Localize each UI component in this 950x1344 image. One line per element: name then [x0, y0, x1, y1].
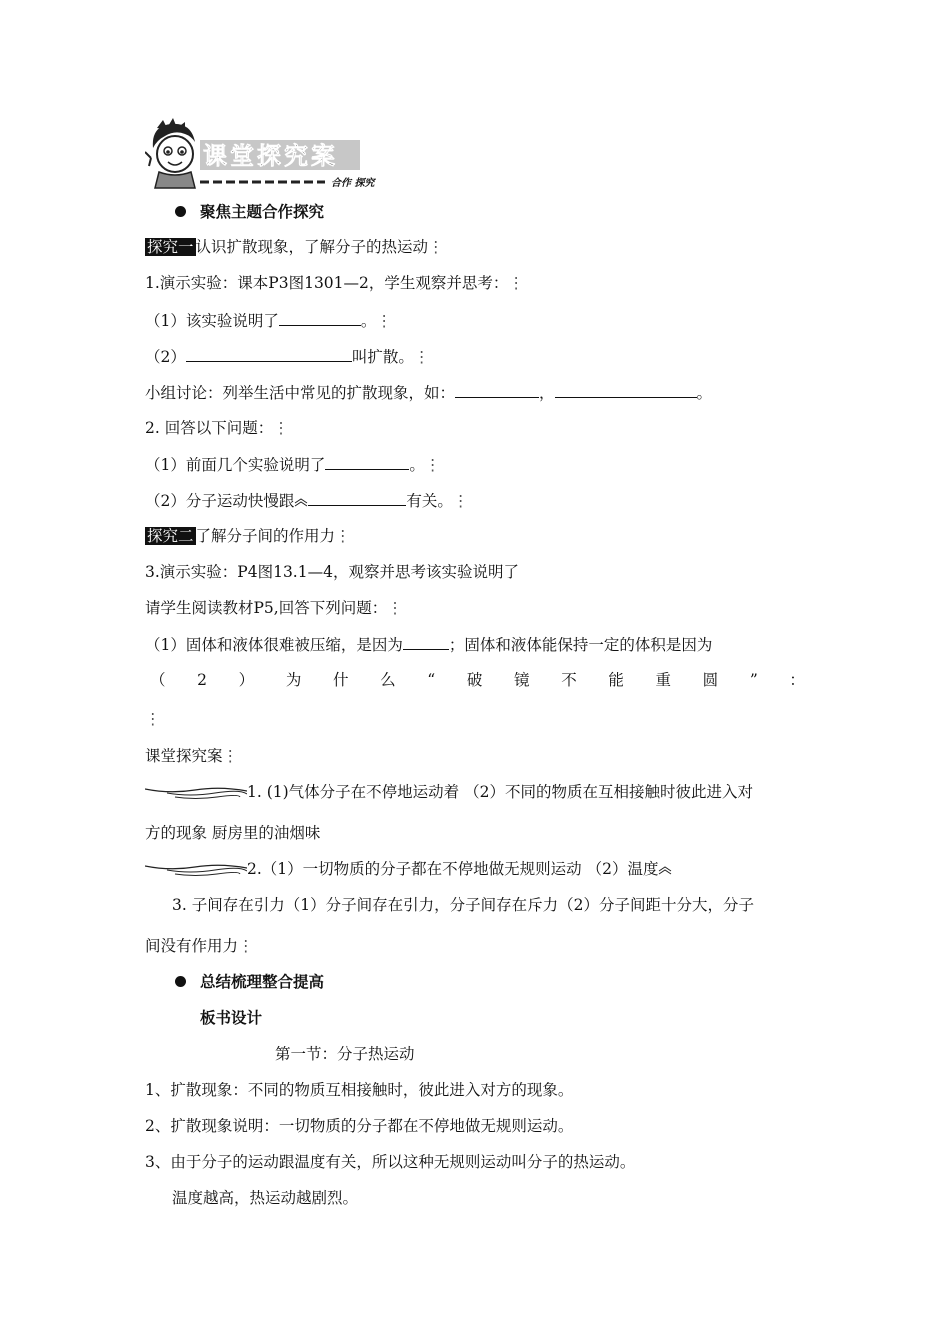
explore-two-line: 探究二 了解分子间的作用力⋮ — [147, 527, 351, 545]
question-1-2: （2） 叫扩散。⋮ — [145, 345, 429, 368]
banner-title: 课堂探究案 — [203, 142, 338, 170]
reading-prompt: 请学生阅读教材P5,回答下列问题：⋮ — [145, 599, 403, 617]
reading-question-1: （1）固体和液体很难被压缩，是因为 ；固体和液体能保持一定的体积是因为 — [145, 633, 712, 656]
question-2-2: （2）分子运动快慢跟 有关。⋮ — [145, 489, 468, 512]
summary-item-4: 温度越高，热运动越剧烈。 — [172, 1189, 359, 1207]
answer-blank[interactable] — [555, 381, 697, 398]
explore-two-tag: 探究二 — [147, 527, 194, 545]
answer-3-line-2: 间没有作用力⋮ — [145, 937, 254, 955]
bullet-icon — [175, 206, 186, 217]
wavy-line-icon — [145, 862, 247, 878]
question-2: 2. 回答以下问题：⋮ — [145, 419, 289, 437]
bullet-icon — [175, 976, 186, 987]
answer-2: 2.（1）一切物质的分子都在不停地做无规则运动 （2）温度 — [145, 858, 672, 880]
question-3: 3.演示实验：P4图13.1—4，观察并思考该实验说明了 — [145, 563, 519, 581]
question-1: 1.演示实验：课本P3图1301—2，学生观察并思考：⋮ — [145, 274, 524, 292]
continuation-mark: ⋮ — [145, 710, 161, 728]
answer-3-line-1: 3. 子间存在引力（1）分子间存在引力，分子间存在斥力（2）分子间距十分大，分子 — [172, 896, 754, 914]
answer-blank[interactable] — [186, 345, 352, 362]
question-2-1: （1）前面几个实验说明了 。⋮ — [145, 453, 440, 476]
chevron-up-icon — [294, 497, 308, 507]
banner-subtitle: 合作 探究 — [331, 178, 375, 189]
board-title: 第一节：分子热运动 — [275, 1045, 415, 1063]
answer-1-line-2: 方的现象 厨房里的油烟味 — [145, 824, 321, 842]
explore-one-tag: 探究一 — [147, 238, 194, 256]
group-discussion: 小组讨论：列举生活中常见的扩散现象，如： ， 。 — [145, 381, 712, 404]
cartoon-boy-icon — [145, 118, 195, 188]
answer-blank[interactable] — [403, 633, 449, 650]
summary-item-1: 1、扩散现象：不同的物质互相接触时，彼此进入对方的现象。 — [145, 1081, 574, 1099]
answer-blank[interactable] — [279, 309, 361, 326]
answers-label: 课堂探究案⋮ — [145, 747, 239, 765]
section-heading-focus: 聚焦主题合作探究 — [175, 201, 324, 223]
wavy-line-icon — [145, 785, 247, 801]
explore-one-line: 探究一 认识扩散现象，了解分子的热运动⋮ — [147, 238, 444, 256]
summary-item-2: 2、扩散现象说明：一切物质的分子都在不停地做无规则运动。 — [145, 1117, 574, 1135]
chevron-up-icon — [658, 865, 672, 875]
section-heading-summary: 总结梳理整合提高 — [175, 971, 324, 993]
answer-blank[interactable] — [308, 489, 406, 506]
answer-1-line-1: 1. (1)气体分子在不停地运动着 （2）不同的物质在互相接触时彼此进入对 — [145, 781, 753, 803]
reading-question-2: （ 2 ） 为 什 么 “ 破 镜 不 能 重 圆 ” ： — [150, 671, 805, 689]
board-design-heading: 板书设计 — [200, 1009, 263, 1027]
answer-blank[interactable] — [325, 453, 409, 470]
banner-graphic — [145, 118, 390, 194]
summary-item-3: 3、由于分子的运动跟温度有关，所以这种无规则运动叫分子的热运动。 — [145, 1153, 636, 1171]
answer-blank[interactable] — [455, 381, 539, 398]
question-1-1: （1）该实验说明了 。⋮ — [145, 309, 392, 332]
